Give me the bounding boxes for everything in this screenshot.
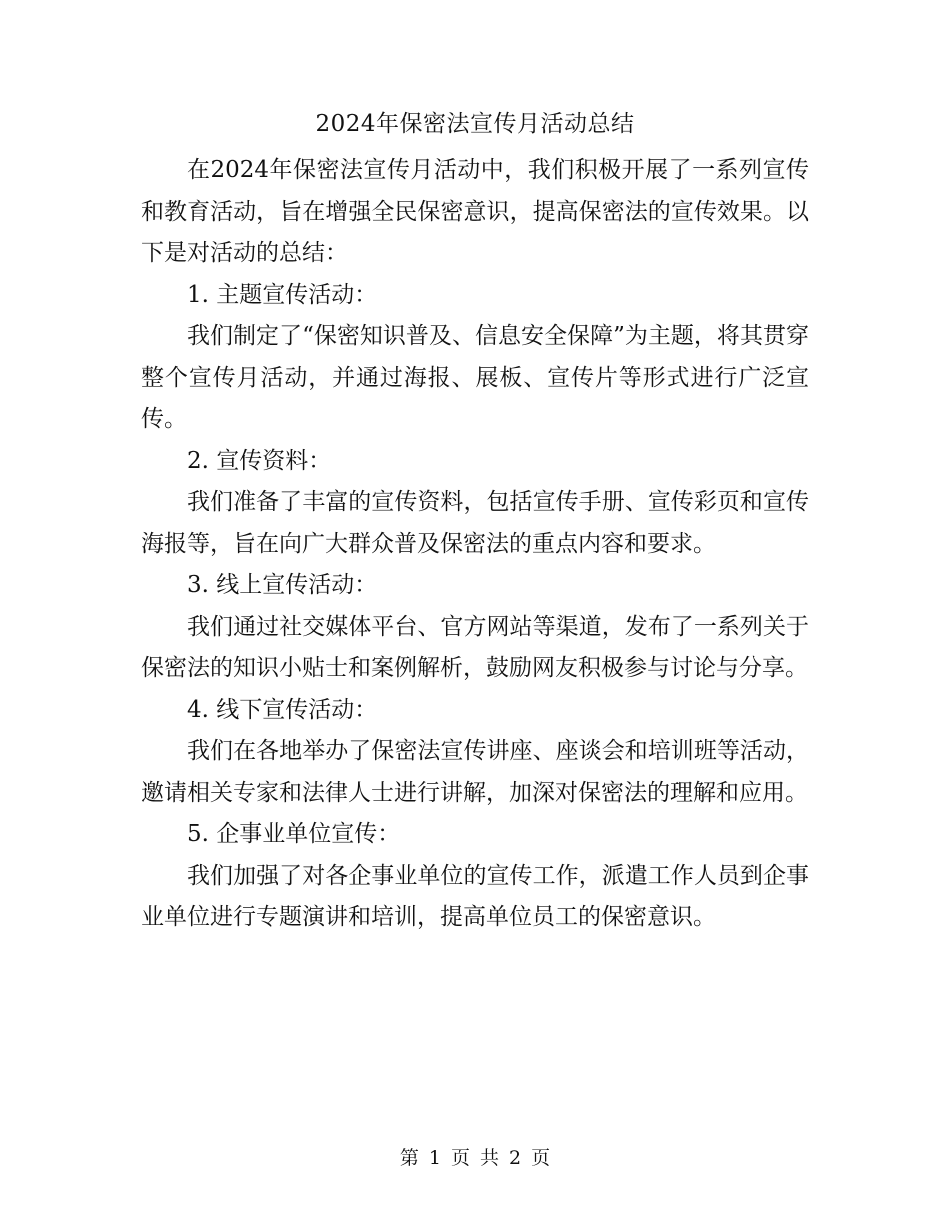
section-heading-2: 2. 宣传资料： [187, 447, 332, 474]
section-heading-4: 4. 线下宣传活动： [187, 696, 378, 723]
section-heading-5: 5. 企事业单位宣传： [187, 821, 401, 847]
section-heading-1: 1. 主题宣传活动： [187, 281, 378, 308]
section-paragraph-4: 我们在各地举办了保密法宣传讲座、座谈会和培训班等活动，邀请相关专家和法律人士进行讲解，加深对保密法的理解和应用。 [141, 738, 809, 806]
page-number-footer: 第 1 页 共 2 页 [399, 1147, 551, 1169]
section-paragraph-5: 我们加强了对各企事业单位的宣传工作，派遣工作人员到企事业单位进行专题演讲和培训，提高单位员工的保密意识。 [141, 862, 809, 930]
section-paragraph-3: 我们通过社交媒体平台、官方网站等渠道，发布了一系列关于保密法的知识小贴士和案例解析，鼓励网友积极参与讨论与分享。 [141, 613, 809, 681]
document-title: 2024年保密法宣传月活动总结 [315, 111, 635, 137]
intro-paragraph: 在2024年保密法宣传月活动中，我们积极开展了一系列宣传和教育活动，旨在增强全民保密意识，提高保密法的宣传效果。以下是对活动的总结： [141, 157, 809, 266]
section-heading-3: 3. 线上宣传活动： [187, 572, 378, 598]
document-body [141, 150, 809, 939]
section-paragraph-2: 我们准备了丰富的宣传资料，包括宣传手册、宣传彩页和宣传海报等，旨在向广大群众普及保密法的重点内容和要求。 [141, 489, 809, 557]
section-paragraph-1: 我们制定了“保密知识普及、信息安全保障”为主题，将其贯穿整个宣传月活动，并通过海报、展板、宣传片等形式进行广泛宣传。 [141, 323, 809, 432]
